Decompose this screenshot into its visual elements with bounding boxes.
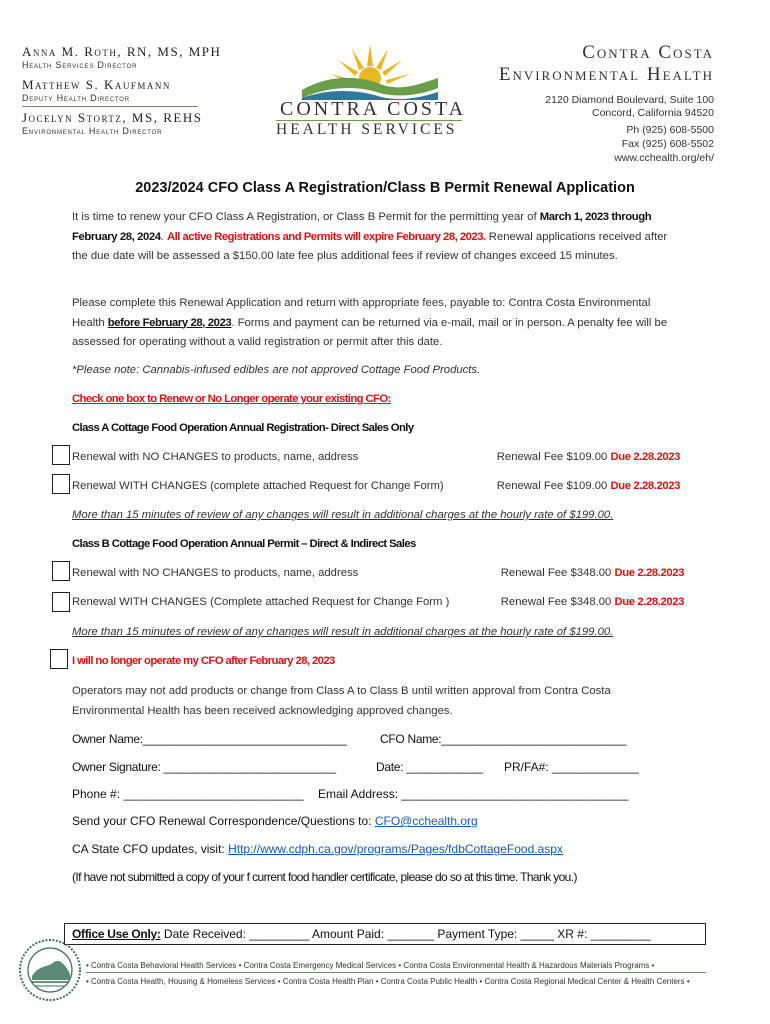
- fee-amount: Renewal Fee $109.00: [496, 451, 611, 463]
- due-date: Due 2.28.2023: [614, 596, 684, 608]
- fee-amount: Renewal Fee $348.00: [500, 596, 615, 608]
- intro-paragraph-1: [72, 208, 670, 267]
- county-seal-icon: [18, 938, 82, 1002]
- staff-name-1: Anna M. Roth, RN, MS, MPH: [22, 44, 222, 59]
- class-b-with-changes-fee: [501, 596, 684, 608]
- intro-text-c: .: [160, 230, 167, 243]
- office-use-label: Office Use Only:: [72, 927, 161, 941]
- state-text: CA State CFO updates, visit:: [72, 842, 229, 856]
- class-a-review-note: More than 15 minutes of review of any changes will result in additional charges at the hourly rate of $199.00.: [72, 509, 614, 521]
- email-field[interactable]: Email Address: __________________________________: [318, 787, 629, 801]
- date-field[interactable]: Date: ____________: [376, 760, 483, 774]
- logo-line-1: CONTRA COSTA: [280, 98, 467, 120]
- staff-name-2: Matthew S. Kaufmann: [22, 77, 171, 92]
- staff-name-3: Jocelyn Stortz, MS, REHS: [22, 110, 203, 125]
- page-title: 2023/2024 CFO Class A Registration/Class B Permit Renewal Application: [135, 180, 635, 196]
- check-instruction: Check one box to Renew or No Longer operate your existing CFO:: [72, 393, 391, 405]
- phone-number: Ph (925) 608-5500: [626, 124, 714, 136]
- footer-rule: [86, 972, 706, 973]
- intro2-text-a: Please complete this Renewal Application and return with appropriate fees, payable to: Contra Costa Environmental Health: [72, 297, 651, 329]
- no-longer-operate-checkbox[interactable]: [50, 649, 68, 669]
- class-b-review-note: More than 15 minutes of review of any changes will result in additional charges at the hourly rate of $199.00.: [72, 626, 614, 638]
- state-cfo-updates: [72, 842, 563, 856]
- cfo-email-link[interactable]: CFO@cchealth.org: [374, 814, 478, 828]
- class-a-heading: Class A Cottage Food Operation Annual Registration- Direct Sales Only: [72, 422, 414, 434]
- website: www.cchealth.org/eh/: [614, 152, 714, 164]
- owner-name-field[interactable]: Owner Name:________________________________: [72, 732, 347, 746]
- staff-title-2: Deputy Health Director: [22, 93, 130, 103]
- class-a-no-changes-label: Renewal with NO CHANGES to products, name, address: [72, 451, 359, 463]
- class-b-with-changes-label: Renewal WITH CHANGES (Complete attached Request for Change Form ): [72, 596, 450, 608]
- header-rule: [22, 106, 198, 107]
- class-a-with-changes-label: Renewal WITH CHANGES (complete attached Request for Change Form): [72, 480, 444, 492]
- address-line-1: 2120 Diamond Boulevard, Suite 100: [545, 94, 714, 106]
- class-a-with-changes-checkbox[interactable]: [52, 474, 70, 494]
- fee-amount: Renewal Fee $348.00: [500, 567, 615, 579]
- class-b-with-changes-checkbox[interactable]: [52, 592, 70, 612]
- class-a-no-changes-fee: [497, 451, 680, 463]
- due-date: Due 2.28.2023: [610, 480, 680, 492]
- food-handler-note: (If have not submitted a copy of your f current food handler certificate, please do so at this time. Thank you.): [72, 870, 577, 884]
- org-name-2: Environmental Health: [498, 64, 714, 85]
- cfo-name-field[interactable]: CFO Name:_____________________________: [380, 732, 627, 746]
- office-use-fields: Date Received: _________ Amount Paid: _______ Payment Type: _____ XR #: _________: [160, 927, 651, 941]
- intro-paragraph-2: [72, 294, 670, 353]
- office-use-row: [72, 927, 651, 941]
- permit-year: March 1, 2023 through February 28, 2024: [72, 211, 652, 243]
- intro-text-a: It is time to renew your CFO Class A Registration, or Class B Permit for the permitting year of: [72, 211, 540, 223]
- deadline: before February 28, 2023: [107, 316, 232, 329]
- class-a-no-changes-checkbox[interactable]: [52, 445, 70, 465]
- staff-title-3: Environmental Health Director: [22, 126, 163, 136]
- owner-signature-field[interactable]: Owner Signature: ___________________________: [72, 760, 336, 774]
- fax-number: Fax (925) 608-5502: [621, 138, 714, 150]
- due-date: Due 2.28.2023: [614, 567, 684, 579]
- intro2-text-c: . Forms and payment can be returned via e-mail, mail or in person. A penalty fee will be assessed for operating without a valid registration or permit after this date.: [72, 316, 668, 348]
- footer-line-1: • Contra Costa Behavioral Health Services • Contra Costa Emergency Medical Services • Contra Costa Environmental Health & Hazardous Materials Programs •: [86, 961, 655, 970]
- class-a-with-changes-fee: [497, 480, 680, 492]
- send-correspondence: [72, 814, 478, 828]
- class-b-no-changes-label: Renewal with NO CHANGES to products, name, address: [72, 567, 359, 579]
- org-name-1: Contra Costa: [582, 42, 714, 63]
- cannabis-note: *Please note: Cannabis-infused edibles are not approved Cottage Food Products.: [72, 364, 481, 376]
- operators-note: Operators may not add products or change from Class A to Class B until written approval from Contra Costa Environmental Health has been received acknowledging approved changes.: [72, 685, 611, 717]
- phone-field[interactable]: Phone #: ___________________________: [72, 787, 304, 801]
- cdph-link[interactable]: Http://www.cdph.ca.gov/programs/Pages/fdbCottageFood.aspx: [228, 842, 563, 856]
- due-date: Due 2.28.2023: [610, 451, 680, 463]
- intro-text-e: Renewal applications received after the due date will be assessed a $150.00 late fee plus additional fees if review of changes exceed 15 minutes.: [72, 230, 668, 262]
- no-longer-operate-label: I will no longer operate my CFO after February 28, 2023: [72, 655, 335, 667]
- footer-line-2: • Contra Costa Health, Housing & Homeless Services • Contra Costa Health Plan • Contra Costa Public Health • Contra Costa Regional Medical Center & Health Centers •: [86, 977, 690, 986]
- class-b-no-changes-fee: [501, 567, 684, 579]
- logo-line-2: HEALTH SERVICES: [276, 121, 458, 138]
- sunburst-logo-icon: [300, 40, 440, 102]
- class-b-heading: Class B Cottage Food Operation Annual Permit – Direct & Indirect Sales: [72, 538, 416, 550]
- expire-notice: All active Registrations and Permits will expire February 28, 2023.: [166, 230, 486, 243]
- address-line-2: Concord, California 94520: [592, 107, 714, 119]
- pr-fa-field[interactable]: PR/FA#: _____________: [504, 760, 639, 774]
- class-b-no-changes-checkbox[interactable]: [52, 561, 70, 581]
- send-text: Send your CFO Renewal Correspondence/Questions to:: [72, 814, 375, 828]
- staff-title-1: Health Services Director: [22, 60, 138, 70]
- fee-amount: Renewal Fee $109.00: [496, 480, 611, 492]
